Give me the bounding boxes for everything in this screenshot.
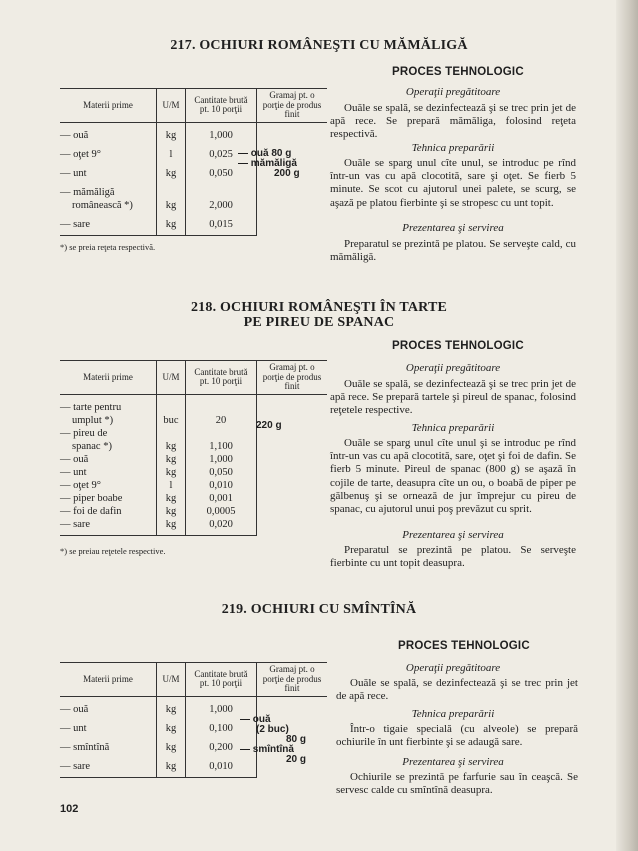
section-text: Într-o tigaie specială (cu alveole) se prepară ochiurile în unt fierbinte şi se adaugă sare.	[336, 723, 578, 749]
table-row: — oţet 9° l 0,010	[60, 479, 327, 492]
recipe-title-line2: PE PIREU DE SPANAC	[243, 315, 395, 330]
header-materii: Materii prime	[60, 663, 157, 697]
header-um: U/M	[157, 89, 186, 123]
gramaj-line: — ouă 80 g	[238, 148, 292, 159]
table-row: — sare kg 0,020	[60, 518, 327, 536]
gramaj-line: — smîntînă	[240, 744, 294, 755]
header-cantitate: Cantitate brută pt. 10 porţii	[186, 361, 257, 395]
section-text: Ouăle se spală, se dezinfectează şi se trec prin jet de apă rece. Se prepară mămăliga, folosind reţeta respectivă.	[330, 102, 576, 141]
table-row: — mămăligă	[60, 180, 327, 199]
header-cantitate: Cantitate brută pt. 10 porţii	[186, 663, 257, 697]
table-row: — smîntînă kg 0,200	[60, 735, 327, 754]
table-row: — sare kg 0,010	[60, 754, 327, 778]
table-row: — ouă kg 1,000	[60, 453, 327, 466]
table-row: — ouă kg 1,000	[60, 696, 327, 716]
section-text: Ouăle se spală, se dezinfectează şi se trec prin jet de apă rece.	[336, 677, 578, 703]
header-um: U/M	[157, 361, 186, 395]
section-heading: Prezentarea şi servirea	[402, 222, 504, 234]
process-title: PROCES TEHNOLOGIC	[398, 640, 530, 652]
header-um: U/M	[157, 663, 186, 697]
section-text: Ouăle se sparg unul cîte unul şi se introduc pe rînd într-un vas cu apă clocotită, sare, oţet şi foi de dafin. Se fierb 5 minute. Pireul de spanac (800 g) se aşază în cojile de tarte, deasupra cîte un ou, o boabă de piper pe gălbenuş şi se ornează de jur împrejur cu pireu de spanac, cu ajutorul unui poş prevăzut cu sprit.	[330, 437, 576, 516]
footnote: *) se preia reţeta respectivă.	[60, 242, 156, 252]
header-materii: Materii prime	[60, 361, 157, 395]
section-heading: Tehnica preparării	[411, 422, 495, 434]
section-heading: Prezentarea şi servirea	[402, 529, 504, 541]
table-row: umplut *) buc 20	[60, 414, 327, 427]
gramaj-line: 220 g	[256, 420, 282, 431]
page-edge	[616, 0, 638, 851]
gramaj-line: — ouă	[240, 714, 271, 725]
process-title: PROCES TEHNOLOGIC	[392, 66, 524, 78]
gramaj-line: — mămăligă	[238, 158, 297, 169]
process-title: PROCES TEHNOLOGIC	[392, 340, 524, 352]
table-row: — sare kg 0,015	[60, 212, 327, 236]
section-heading: Operaţii pregătitoare	[405, 662, 501, 674]
recipe-title: 219. OCHIURI CU SMÎNTÎNĂ	[221, 602, 417, 617]
section-text: Preparatul se prezintă pe platou. Se serveşte cald, cu mămăligă.	[330, 238, 576, 264]
header-gramaj: Gramaj pt. o porţie de produs finit	[257, 89, 328, 123]
table-row: spanac *) kg 1,100	[60, 440, 327, 453]
header-cantitate: Cantitate brută pt. 10 porţii	[186, 89, 257, 123]
section-text: Preparatul se prezintă pe platou. Se serveşte fierbinte cu unt topit deasupra.	[330, 544, 576, 570]
recipe-title: 218. OCHIURI ROMÂNEŞTI ÎN TARTE	[190, 300, 448, 315]
table-row: — foi de dafin kg 0,0005	[60, 505, 327, 518]
table-row: românească *) kg 2,000	[60, 199, 327, 212]
footnote: *) se preiau reţetele respective.	[60, 546, 166, 556]
page-number: 102	[60, 803, 79, 815]
section-heading: Prezentarea şi servirea	[402, 756, 504, 768]
section-heading: Operaţii pregătitoare	[405, 86, 501, 98]
recipe-title: 217. OCHIURI ROMÂNEŞTI CU MĂMĂLIGĂ	[170, 38, 468, 53]
section-text: Ochiurile se prezintă pe farfurie sau în ceaşcă. Se servesc calde cu smîntînă deasupra.	[336, 771, 578, 797]
header-gramaj: Gramaj pt. o porţie de produs finit	[257, 663, 328, 697]
gramaj-line: (2 buc)	[256, 724, 289, 735]
gramaj-line: 80 g	[286, 734, 307, 745]
table-row: — oţet 9° l 0,025	[60, 142, 327, 161]
ingredients-table	[60, 360, 327, 536]
table-row: — unt kg 0,050	[60, 161, 327, 180]
header-gramaj: Gramaj pt. o porţie de produs finit	[257, 361, 328, 395]
section-text: Ouăle se sparg unul cîte unul, se introduc pe rînd într-un vas cu apă clocotită, sare şi oţet. Se fierb 5 minute. Se scot cu ajutorul unei palete, se scurg, se aşază pe platou fierbinte şi se stropesc cu unt topit.	[330, 157, 576, 209]
table-row: — ouă kg 1,000	[60, 122, 327, 142]
gramaj-line: 20 g	[286, 754, 307, 765]
section-heading: Operaţii pregătitoare	[405, 362, 501, 374]
section-text: Ouăle se spală, se dezinfectează şi se trec prin jet de apă rece. Se prepară tartele şi pireul de spanac, folosind reţetele respective.	[330, 378, 576, 417]
table-row: — unt kg 0,050	[60, 466, 327, 479]
table-row: — piper boabe kg 0,001	[60, 492, 327, 505]
header-materii: Materii prime	[60, 89, 157, 123]
table-row: — tarte pentru	[60, 394, 327, 414]
gramaj-line: 200 g	[274, 168, 300, 179]
section-heading: Tehnica preparării	[411, 142, 495, 154]
table-row: — unt kg 0,100	[60, 716, 327, 735]
table-row: — pireu de	[60, 427, 327, 440]
section-heading: Tehnica preparării	[411, 708, 495, 720]
